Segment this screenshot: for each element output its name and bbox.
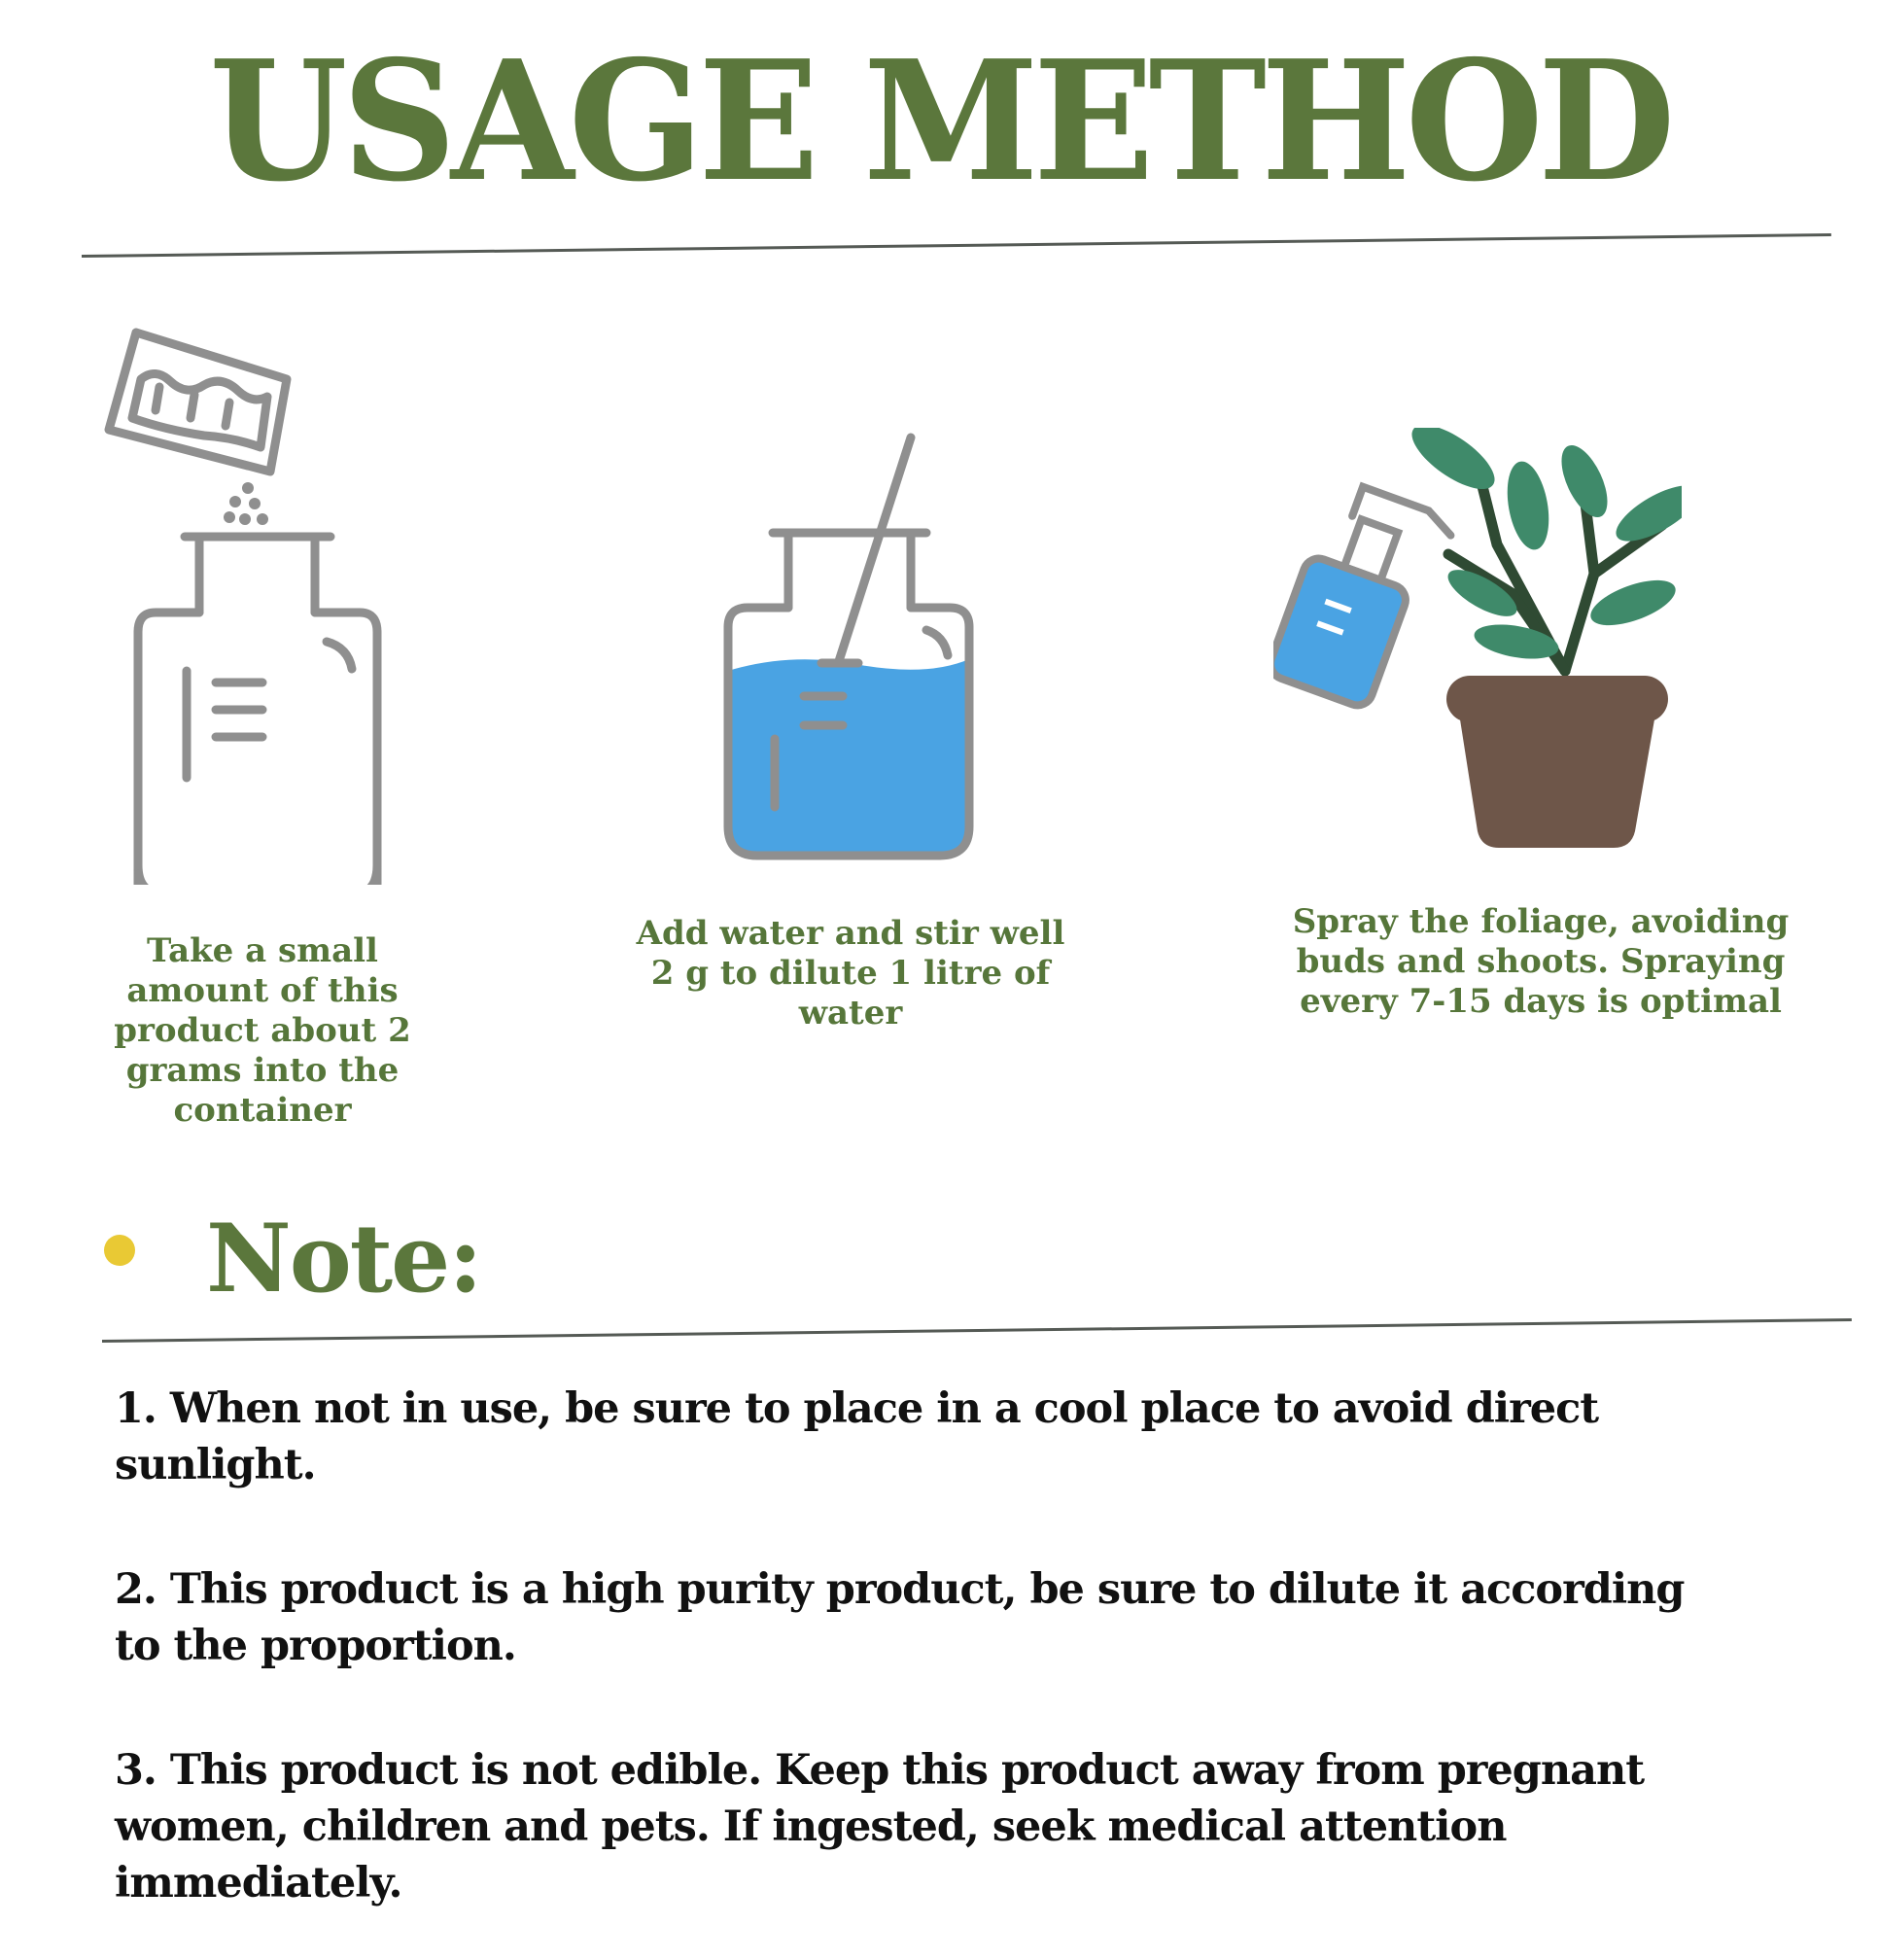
stir-water-jar-icon <box>714 428 987 875</box>
powder-sachet-into-jar-icon <box>97 321 408 885</box>
note-heading: Note: <box>206 1204 481 1313</box>
step-1-caption: Take a small amount of this product about 2 grams into the container <box>114 931 411 1130</box>
note-item-3: 3. This product is not edible. Keep this product away from pregnant women, children and pets. If ingested, seek medical attention immediately. <box>115 1746 1645 1908</box>
note-item-1: 1. When not in use, be sure to place in a cool place to avoid direct sunlight. <box>115 1384 1599 1489</box>
title-divider <box>82 233 1831 258</box>
note-list <box>115 1381 1709 1960</box>
step-3-caption: Spray the foliage, avoiding buds and shoots. Spraying every 7-15 days is optimal <box>1292 902 1790 1021</box>
note-item-2: 2. This product is a high purity product, be sure to dilute it according to the proportion. <box>115 1565 1685 1670</box>
spray-plant-icon <box>1273 428 1682 856</box>
note-bullet-icon <box>104 1235 135 1266</box>
step-2-caption: Add water and stir well 2 g to dilute 1 litre of water <box>636 914 1065 1032</box>
note-divider <box>102 1318 1852 1343</box>
page-title: USAGE METHOD <box>209 24 1670 219</box>
